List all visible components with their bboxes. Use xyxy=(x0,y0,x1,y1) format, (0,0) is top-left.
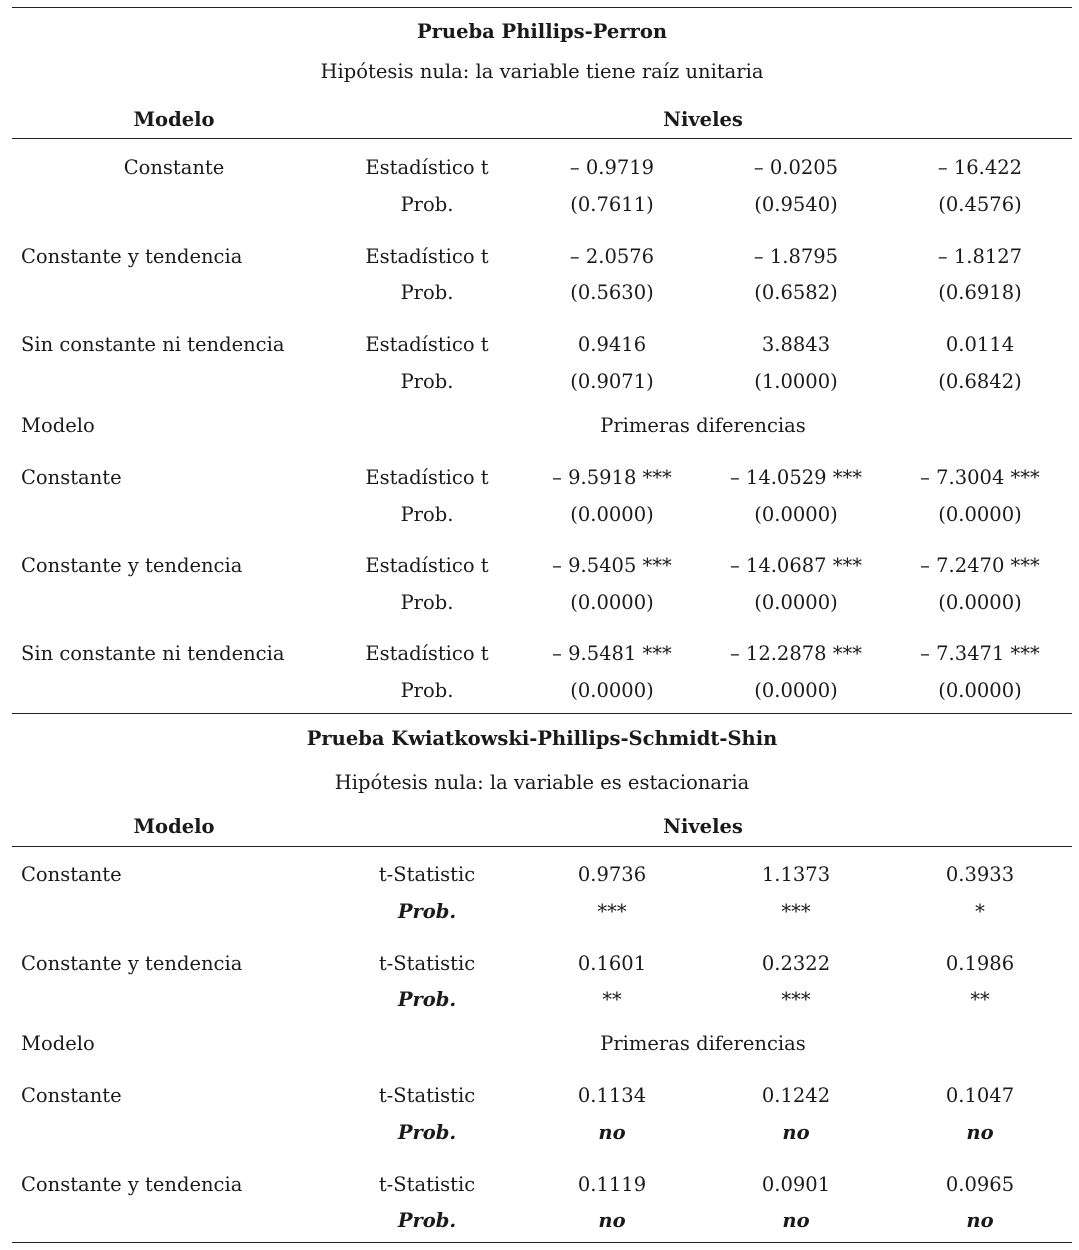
pp-diff-model: Constante xyxy=(21,466,122,489)
stat-value: – 1.8795 xyxy=(753,245,839,268)
kpss-diff-model-header: Modelo xyxy=(21,1032,95,1055)
stat-value: 0.3933 xyxy=(945,863,1015,886)
kpss-diff-model: Constante xyxy=(21,1084,122,1107)
stat-value: – 14.0529 *** xyxy=(729,466,863,489)
significance-stars: *** xyxy=(781,988,811,1011)
significance-no: no xyxy=(598,1209,626,1232)
stat-value: 0.1242 xyxy=(761,1084,831,1107)
prob-value: (0.0000) xyxy=(570,679,654,702)
stat-value: – 0.0205 xyxy=(753,156,839,179)
prob-label: Prob. xyxy=(400,370,454,393)
kpss-header-rule xyxy=(12,846,1072,847)
kpss-diff-header: Primeras diferencias xyxy=(600,1032,806,1055)
prob-label: Prob. xyxy=(397,1209,457,1232)
pp-levels-header: Niveles xyxy=(663,108,743,131)
stat-value: 1.1373 xyxy=(761,863,831,886)
significance-no: no xyxy=(782,1121,810,1144)
stat-value: – 7.2470 *** xyxy=(920,554,1040,577)
stat-label: t-Statistic xyxy=(378,1084,476,1107)
pp-model-header: Modelo xyxy=(133,108,215,131)
prob-value: (0.9071) xyxy=(570,370,654,393)
prob-value: (0.0000) xyxy=(754,503,838,526)
stat-value: – 7.3471 *** xyxy=(920,642,1040,665)
prob-value: (0.0000) xyxy=(570,591,654,614)
prob-value: (0.0000) xyxy=(754,591,838,614)
stat-value: 0.9736 xyxy=(577,863,647,886)
pp-diff-model-header: Modelo xyxy=(21,414,95,437)
top-rule xyxy=(12,7,1072,8)
stat-label: Estadístico t xyxy=(365,333,489,356)
kpss-levels-header: Niveles xyxy=(663,815,743,838)
stat-value: – 9.5481 *** xyxy=(552,642,672,665)
significance-stars: * xyxy=(975,900,985,923)
prob-value: (0.6842) xyxy=(938,370,1022,393)
significance-stars: *** xyxy=(781,900,811,923)
prob-value: (0.5630) xyxy=(570,281,654,304)
prob-value: (0.7611) xyxy=(570,193,654,216)
pp-diff-model: Constante y tendencia xyxy=(21,554,243,577)
stat-value: 0.2322 xyxy=(761,952,831,975)
stat-value: 0.1119 xyxy=(577,1173,647,1196)
stat-label: t-Statistic xyxy=(378,952,476,975)
stat-value: – 9.5405 *** xyxy=(552,554,672,577)
stat-value: 0.0901 xyxy=(761,1173,831,1196)
pp-level-model: Sin constante ni tendencia xyxy=(21,333,285,356)
stat-value: – 16.422 xyxy=(937,156,1023,179)
significance-no: no xyxy=(782,1209,810,1232)
pp-subtitle: Hipótesis nula: la variable tiene raíz unitaria xyxy=(320,60,764,83)
prob-value: (0.0000) xyxy=(754,679,838,702)
kpss-model-header: Modelo xyxy=(133,815,215,838)
prob-label: Prob. xyxy=(397,1121,457,1144)
pp-diff-header: Primeras diferencias xyxy=(600,414,806,437)
kpss-level-model: Constante y tendencia xyxy=(21,952,243,975)
prob-value: (1.0000) xyxy=(754,370,838,393)
significance-stars: ** xyxy=(602,988,622,1011)
kpss-subtitle: Hipótesis nula: la variable es estacionaria xyxy=(334,771,750,794)
stat-value: – 14.0687 *** xyxy=(729,554,863,577)
stat-value: 0.1601 xyxy=(577,952,647,975)
pp-diff-model: Sin constante ni tendencia xyxy=(21,642,285,665)
stat-value: – 0.9719 xyxy=(569,156,655,179)
pp-level-model: Constante y tendencia xyxy=(21,245,243,268)
stat-label: t-Statistic xyxy=(378,1173,476,1196)
prob-value: (0.6918) xyxy=(938,281,1022,304)
stat-value: 0.0965 xyxy=(945,1173,1015,1196)
stat-label: t-Statistic xyxy=(378,863,476,886)
stat-value: – 9.5918 *** xyxy=(552,466,672,489)
stat-value: – 7.3004 *** xyxy=(920,466,1040,489)
stat-label: Estadístico t xyxy=(365,642,489,665)
prob-value: (0.4576) xyxy=(938,193,1022,216)
stat-value: – 1.8127 xyxy=(937,245,1023,268)
stat-value: 0.1047 xyxy=(945,1084,1015,1107)
prob-label: Prob. xyxy=(400,281,454,304)
bottom-rule xyxy=(12,1242,1072,1243)
stat-value: – 2.0576 xyxy=(569,245,655,268)
stat-value: 3.8843 xyxy=(761,333,831,356)
prob-label: Prob. xyxy=(400,679,454,702)
prob-value: (0.0000) xyxy=(938,503,1022,526)
kpss-level-model: Constante xyxy=(21,863,122,886)
significance-no: no xyxy=(598,1121,626,1144)
prob-label: Prob. xyxy=(400,591,454,614)
prob-value: (0.0000) xyxy=(938,679,1022,702)
prob-value: (0.0000) xyxy=(570,503,654,526)
stat-value: 0.1986 xyxy=(945,952,1015,975)
prob-label: Prob. xyxy=(400,193,454,216)
significance-stars: *** xyxy=(597,900,627,923)
kpss-diff-model: Constante y tendencia xyxy=(21,1173,243,1196)
prob-label: Prob. xyxy=(400,503,454,526)
stat-label: Estadístico t xyxy=(365,554,489,577)
prob-value: (0.6582) xyxy=(754,281,838,304)
pp-level-model: Constante xyxy=(123,156,225,179)
pp-header-rule xyxy=(12,138,1072,139)
stat-value: 0.9416 xyxy=(577,333,647,356)
stat-label: Estadístico t xyxy=(365,156,489,179)
prob-value: (0.0000) xyxy=(938,591,1022,614)
kpss-title: Prueba Kwiatkowski-Phillips-Schmidt-Shin xyxy=(306,727,778,750)
pp-title: Prueba Phillips-Perron xyxy=(416,20,668,43)
section-divider-rule xyxy=(12,713,1072,714)
prob-label: Prob. xyxy=(397,988,457,1011)
prob-label: Prob. xyxy=(397,900,457,923)
stat-value: – 12.2878 *** xyxy=(729,642,863,665)
prob-value: (0.9540) xyxy=(754,193,838,216)
stat-value: 0.1134 xyxy=(577,1084,647,1107)
significance-no: no xyxy=(966,1121,994,1144)
stat-label: Estadístico t xyxy=(365,466,489,489)
stat-label: Estadístico t xyxy=(365,245,489,268)
stat-value: 0.0114 xyxy=(945,333,1015,356)
significance-no: no xyxy=(966,1209,994,1232)
significance-stars: ** xyxy=(970,988,990,1011)
